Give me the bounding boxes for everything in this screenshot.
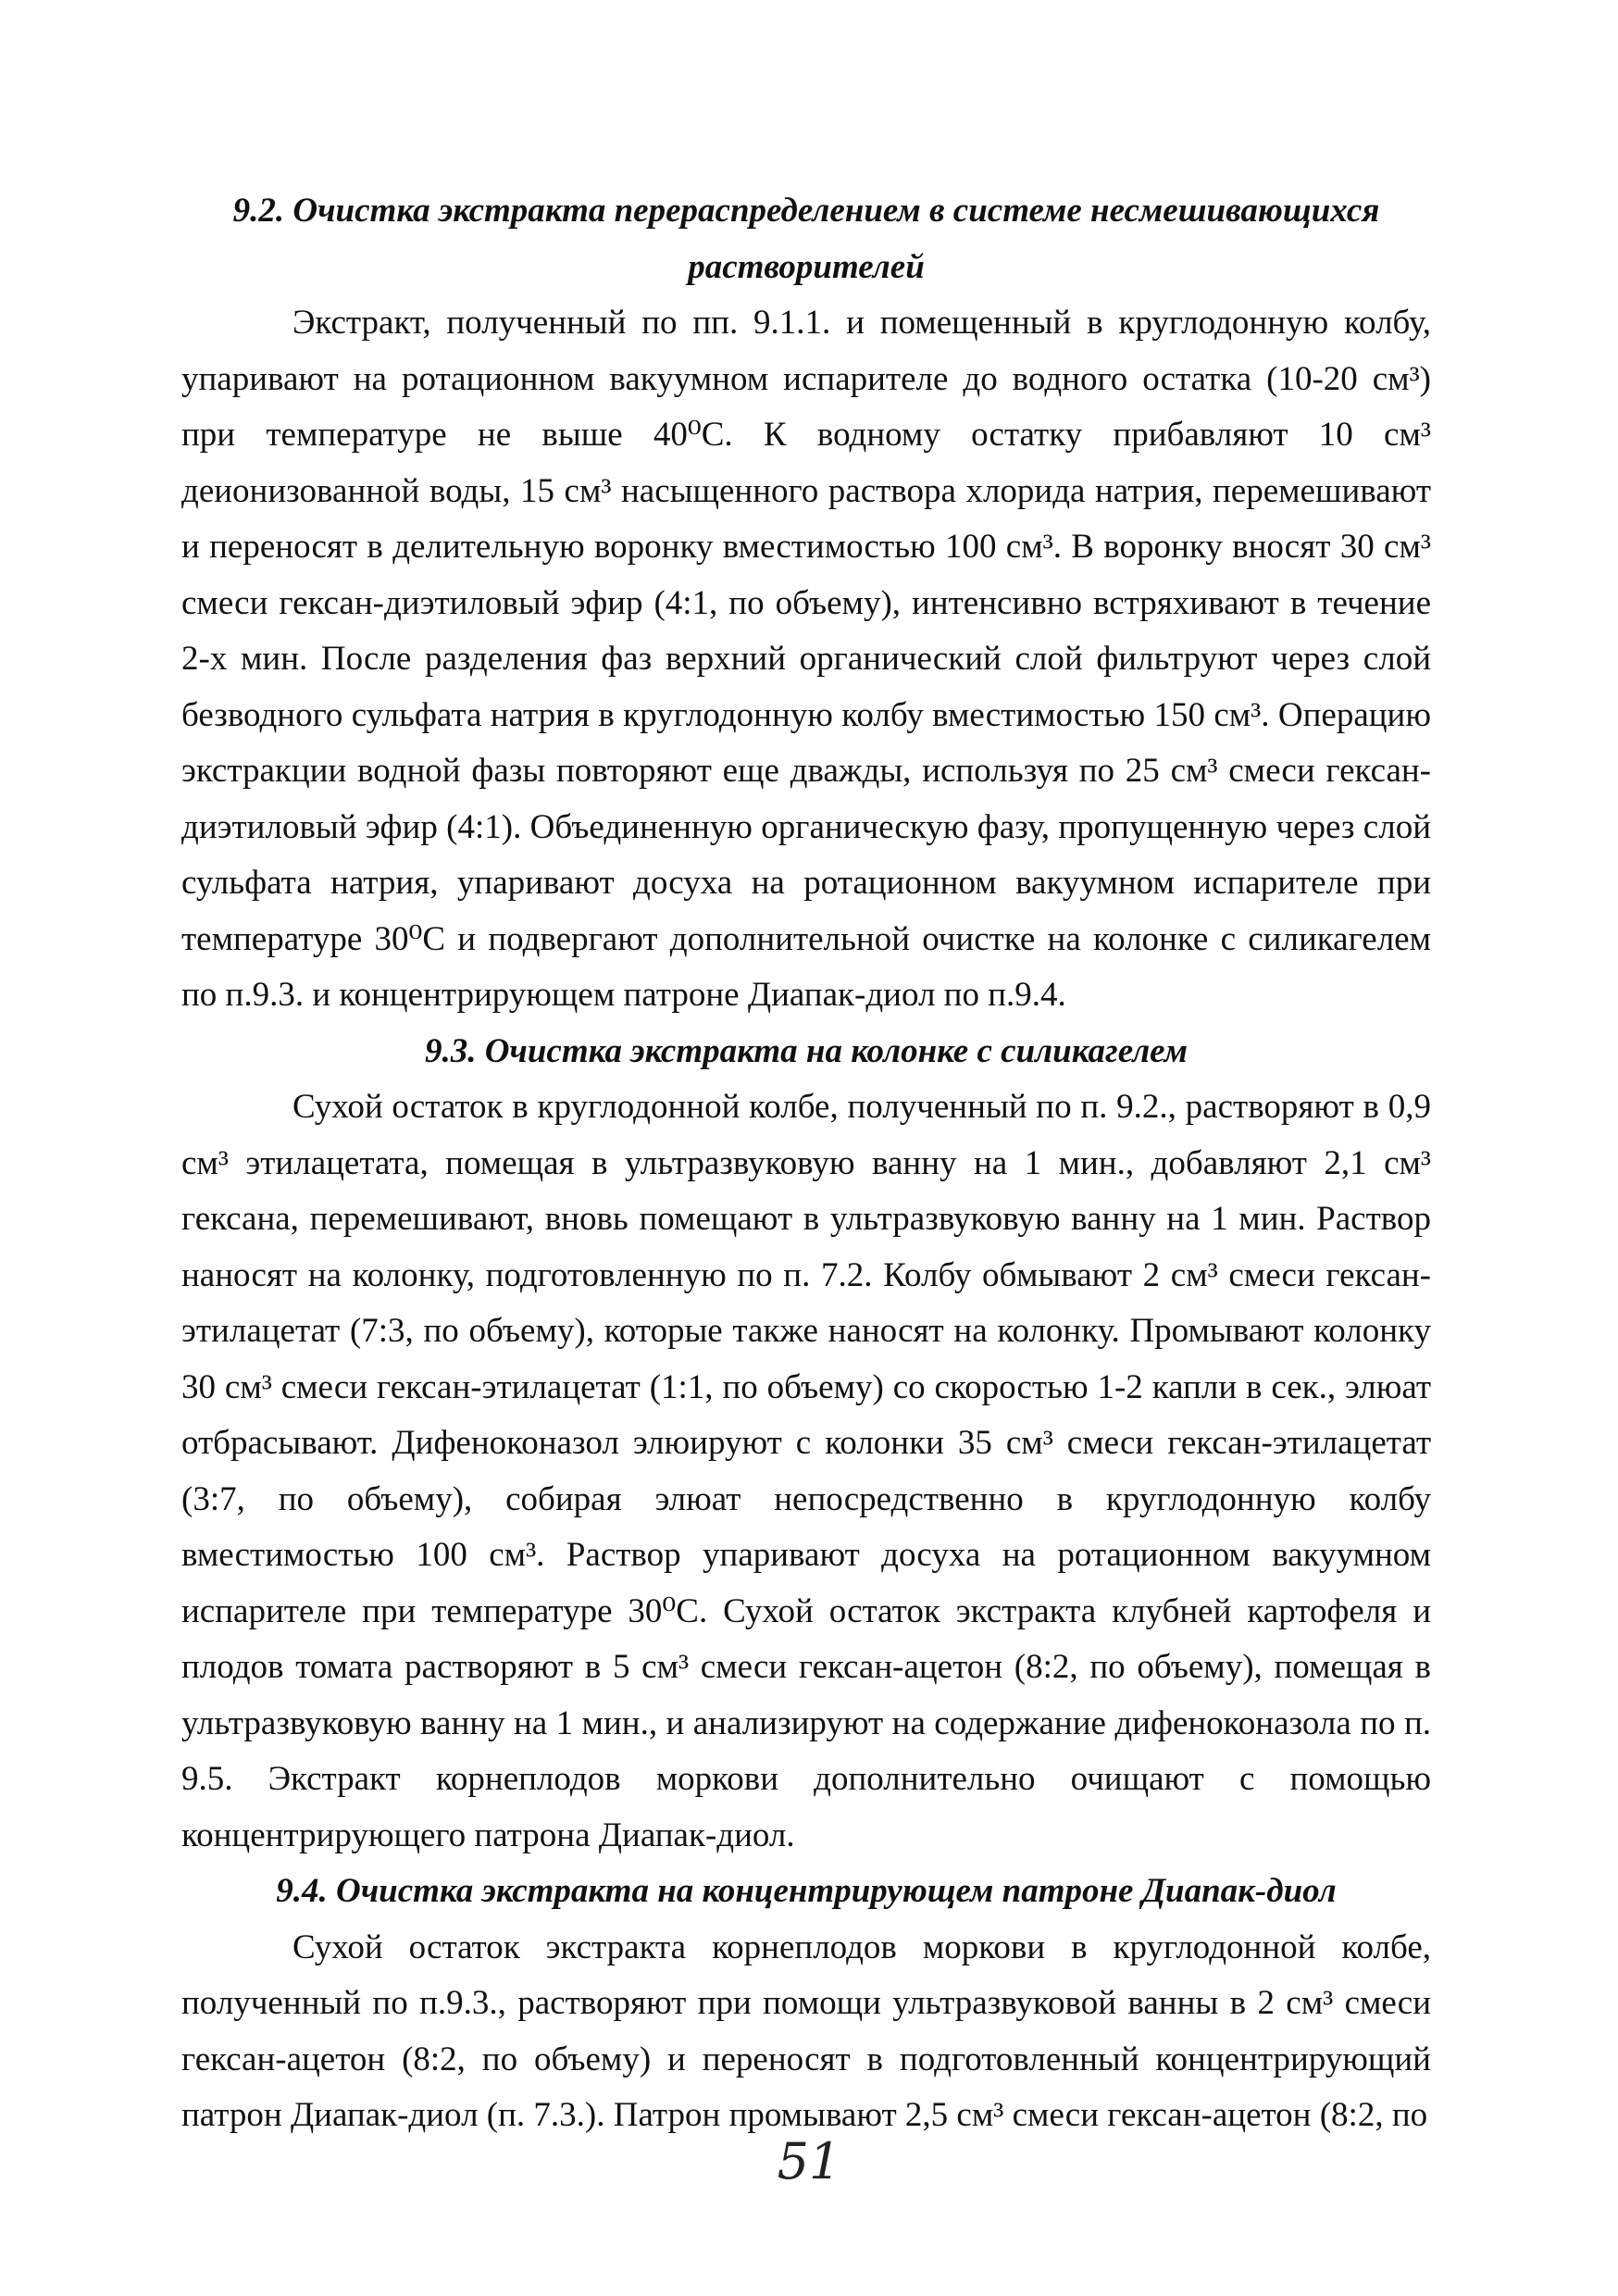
page-content [181, 183, 1431, 2144]
section-heading-9-4: 9.4. Очистка экстракта на концентрирующем патроне Диапак-диол [276, 1872, 1337, 1910]
section-body-9-2: Экстракт, полученный по пп. 9.1.1. и помещенный в круглодонную колбу, упаривают на ротационном вакуумном испарителе до водного остатка (10-20 см³) при температуре не выше 40⁰С. К водному остатку прибавляют 10 см³ деионизованной воды, 15 см³ насыщенного раствора хлорида натрия, перемешивают и переносят в делительную воронку вместимостью 100 см³. В воронку вносят 30 см³ смеси гексан-диэтиловый эфир (4:1, по объему), интенсивно встряхивают в течение 2-х мин. После разделения фаз верхний органический слой фильтруют через слой безводного сульфата натрия в круглодонную колбу вместимостью 150 см³. Операцию экстракции водной фазы повторяют еще дважды, используя по 25 см³ смеси гексан-диэтиловый эфир (4:1). Объединенную органическую фазу, пропущенную через слой сульфата натрия, упаривают досуха на ротационном вакуумном испарителе при температуре 30⁰С и подвергают дополнительной очистке на колонке с силикагелем по п.9.3. и концентрирующем патроне Диапак-диол по п.9.4. [181, 304, 1431, 1014]
page-number: 51 [777, 2132, 841, 2190]
section-heading-9-3: 9.3. Очистка экстракта на колонке с силикагелем [424, 1031, 1189, 1070]
section-body-9-4: Сухой остаток экстракта корнеплодов моркови в круглодонной колбе, полученный по п.9.3., растворяют при помощи ультразвуковой ванны в 2 см³ смеси гексан-ацетон (8:2, по объему) и переносят в подготовленный концентрирующий патрон Диапак-диол (п. 7.3.). Патрон промывают 2,5 см³ смеси гексан-ацетон (8:2, по [181, 1928, 1431, 2134]
section-heading-9-2: 9.2. Очистка экстракта перераспределением в системе несмешивающихся растворителей [232, 192, 1380, 286]
section-body-9-3: Сухой остаток в круглодонной колбе, полученный по п. 9.2., растворяют в 0,9 см³ этилацетата, помещая в ультразвуковую ванну на 1 мин., добавляют 2,1 см³ гексана, перемешивают, вновь помещают в ультразвуковую ванну на 1 мин. Раствор наносят на колонку, подготовленную по п. 7.2. Колбу обмывают 2 см³ смеси гексан-этилацетат (7:3, по объему), которые также наносят на колонку. Промывают колонку 30 см³ смеси гексан-этилацетат (1:1, по объему) со скоростью 1-2 капли в сек., элюат отбрасывают. Дифеноконазол элюируют с колонки 35 см³ смеси гексан-этилацетат (3:7, по объему), собирая элюат непосредственно в круглодонную колбу вместимостью 100 см³. Раствор упаривают досуха на ротационном вакуумном испарителе при температуре 30⁰С. Сухой остаток экстракта клубней картофеля и плодов томата растворяют в 5 см³ смеси гексан-ацетон (8:2, по объему), помещая в ультразвуковую ванну на 1 мин., и анализируют на содержание дифеноконазола по п. 9.5. Экстракт корнеплодов моркови дополнительно очищают с помощью концентрирующего патрона Диапак-диол. [181, 1088, 1431, 1854]
